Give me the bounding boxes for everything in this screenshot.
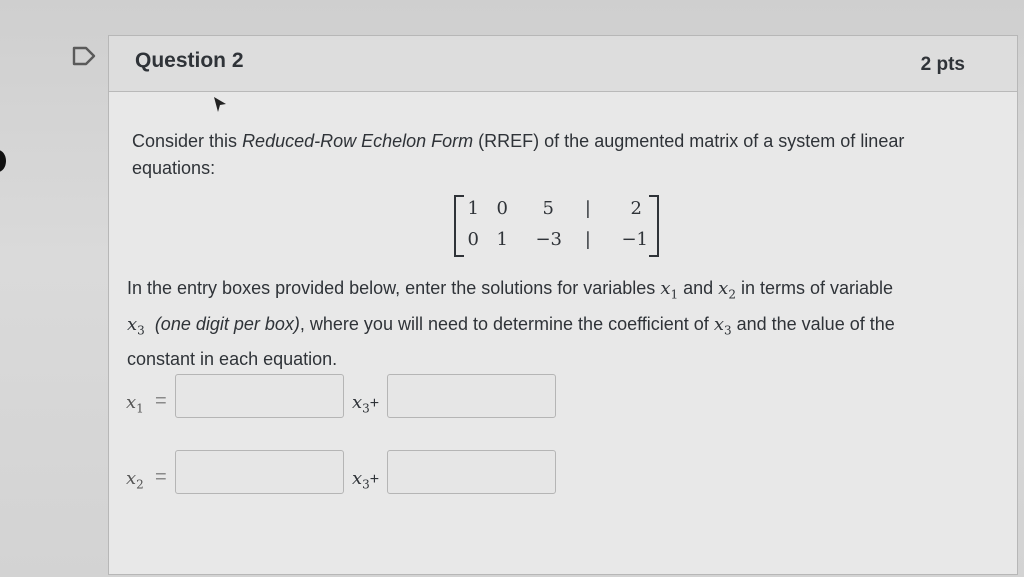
prompt-text-start: Consider this (132, 131, 243, 151)
mouse-pointer-icon (213, 96, 227, 114)
question-card (108, 35, 1018, 575)
x1-coefficient-input[interactable] (175, 374, 344, 418)
instr-emphasis: (one digit per box) (154, 313, 300, 334)
matrix-cell: 2 (630, 198, 642, 219)
equation-2-variable: $x_2$ (126, 468, 144, 492)
equation-2-equals: = (155, 466, 167, 488)
question-header (109, 36, 1017, 92)
matrix-cell: 5 (542, 198, 554, 219)
instr-part3: , where you will need to determine the coefficient of (299, 313, 714, 334)
matrix-cell: 0 (467, 229, 479, 250)
equation-1-equals: = (155, 390, 167, 412)
bookmark-flag-icon[interactable] (70, 42, 98, 70)
var-x1: $x_1$ (660, 278, 679, 302)
x2-constant-input[interactable] (387, 450, 556, 494)
augmented-matrix (454, 193, 659, 255)
instr-part4: and the value of the constant in each equation. (127, 313, 895, 370)
matrix-separator: | (584, 229, 591, 250)
equation-2-x3-label: $x_3+$ (352, 468, 380, 492)
matrix-right-bracket (649, 195, 659, 257)
equation-1-variable: $x_1$ (126, 392, 144, 416)
instr-part2: in terms of variable (735, 278, 894, 298)
x1-constant-input[interactable] (387, 374, 556, 418)
equation-1-x3-label: $x_3+$ (352, 392, 380, 416)
instr-and: and (678, 278, 719, 298)
matrix-cell: 1 (467, 198, 479, 219)
matrix-cell: 1 (496, 229, 508, 250)
matrix-cell: −3 (535, 229, 562, 250)
prompt-text-end: (RREF) of the augmented matrix of a system of linear equations: (132, 131, 905, 178)
question-title: Question 2 (135, 49, 244, 72)
matrix-left-bracket (454, 195, 464, 257)
instructions-text (127, 274, 957, 374)
matrix-separator: | (584, 198, 591, 219)
matrix-cell: 0 (496, 198, 508, 219)
x2-coefficient-input[interactable] (175, 450, 344, 494)
matrix-cell: −1 (621, 229, 648, 250)
instr-part1: In the entry boxes provided below, enter the solutions for variables (127, 278, 661, 298)
question-points: 2 pts (920, 54, 965, 75)
left-edge-marker (0, 150, 6, 172)
var-x3: $x_3$ (127, 313, 145, 338)
question-prompt (132, 128, 932, 182)
prompt-emphasis: Reduced-Row Echelon Form (242, 131, 474, 151)
var-x2: $x_2$ (718, 278, 736, 302)
var-x3-coef: $x_3$ (713, 313, 732, 338)
